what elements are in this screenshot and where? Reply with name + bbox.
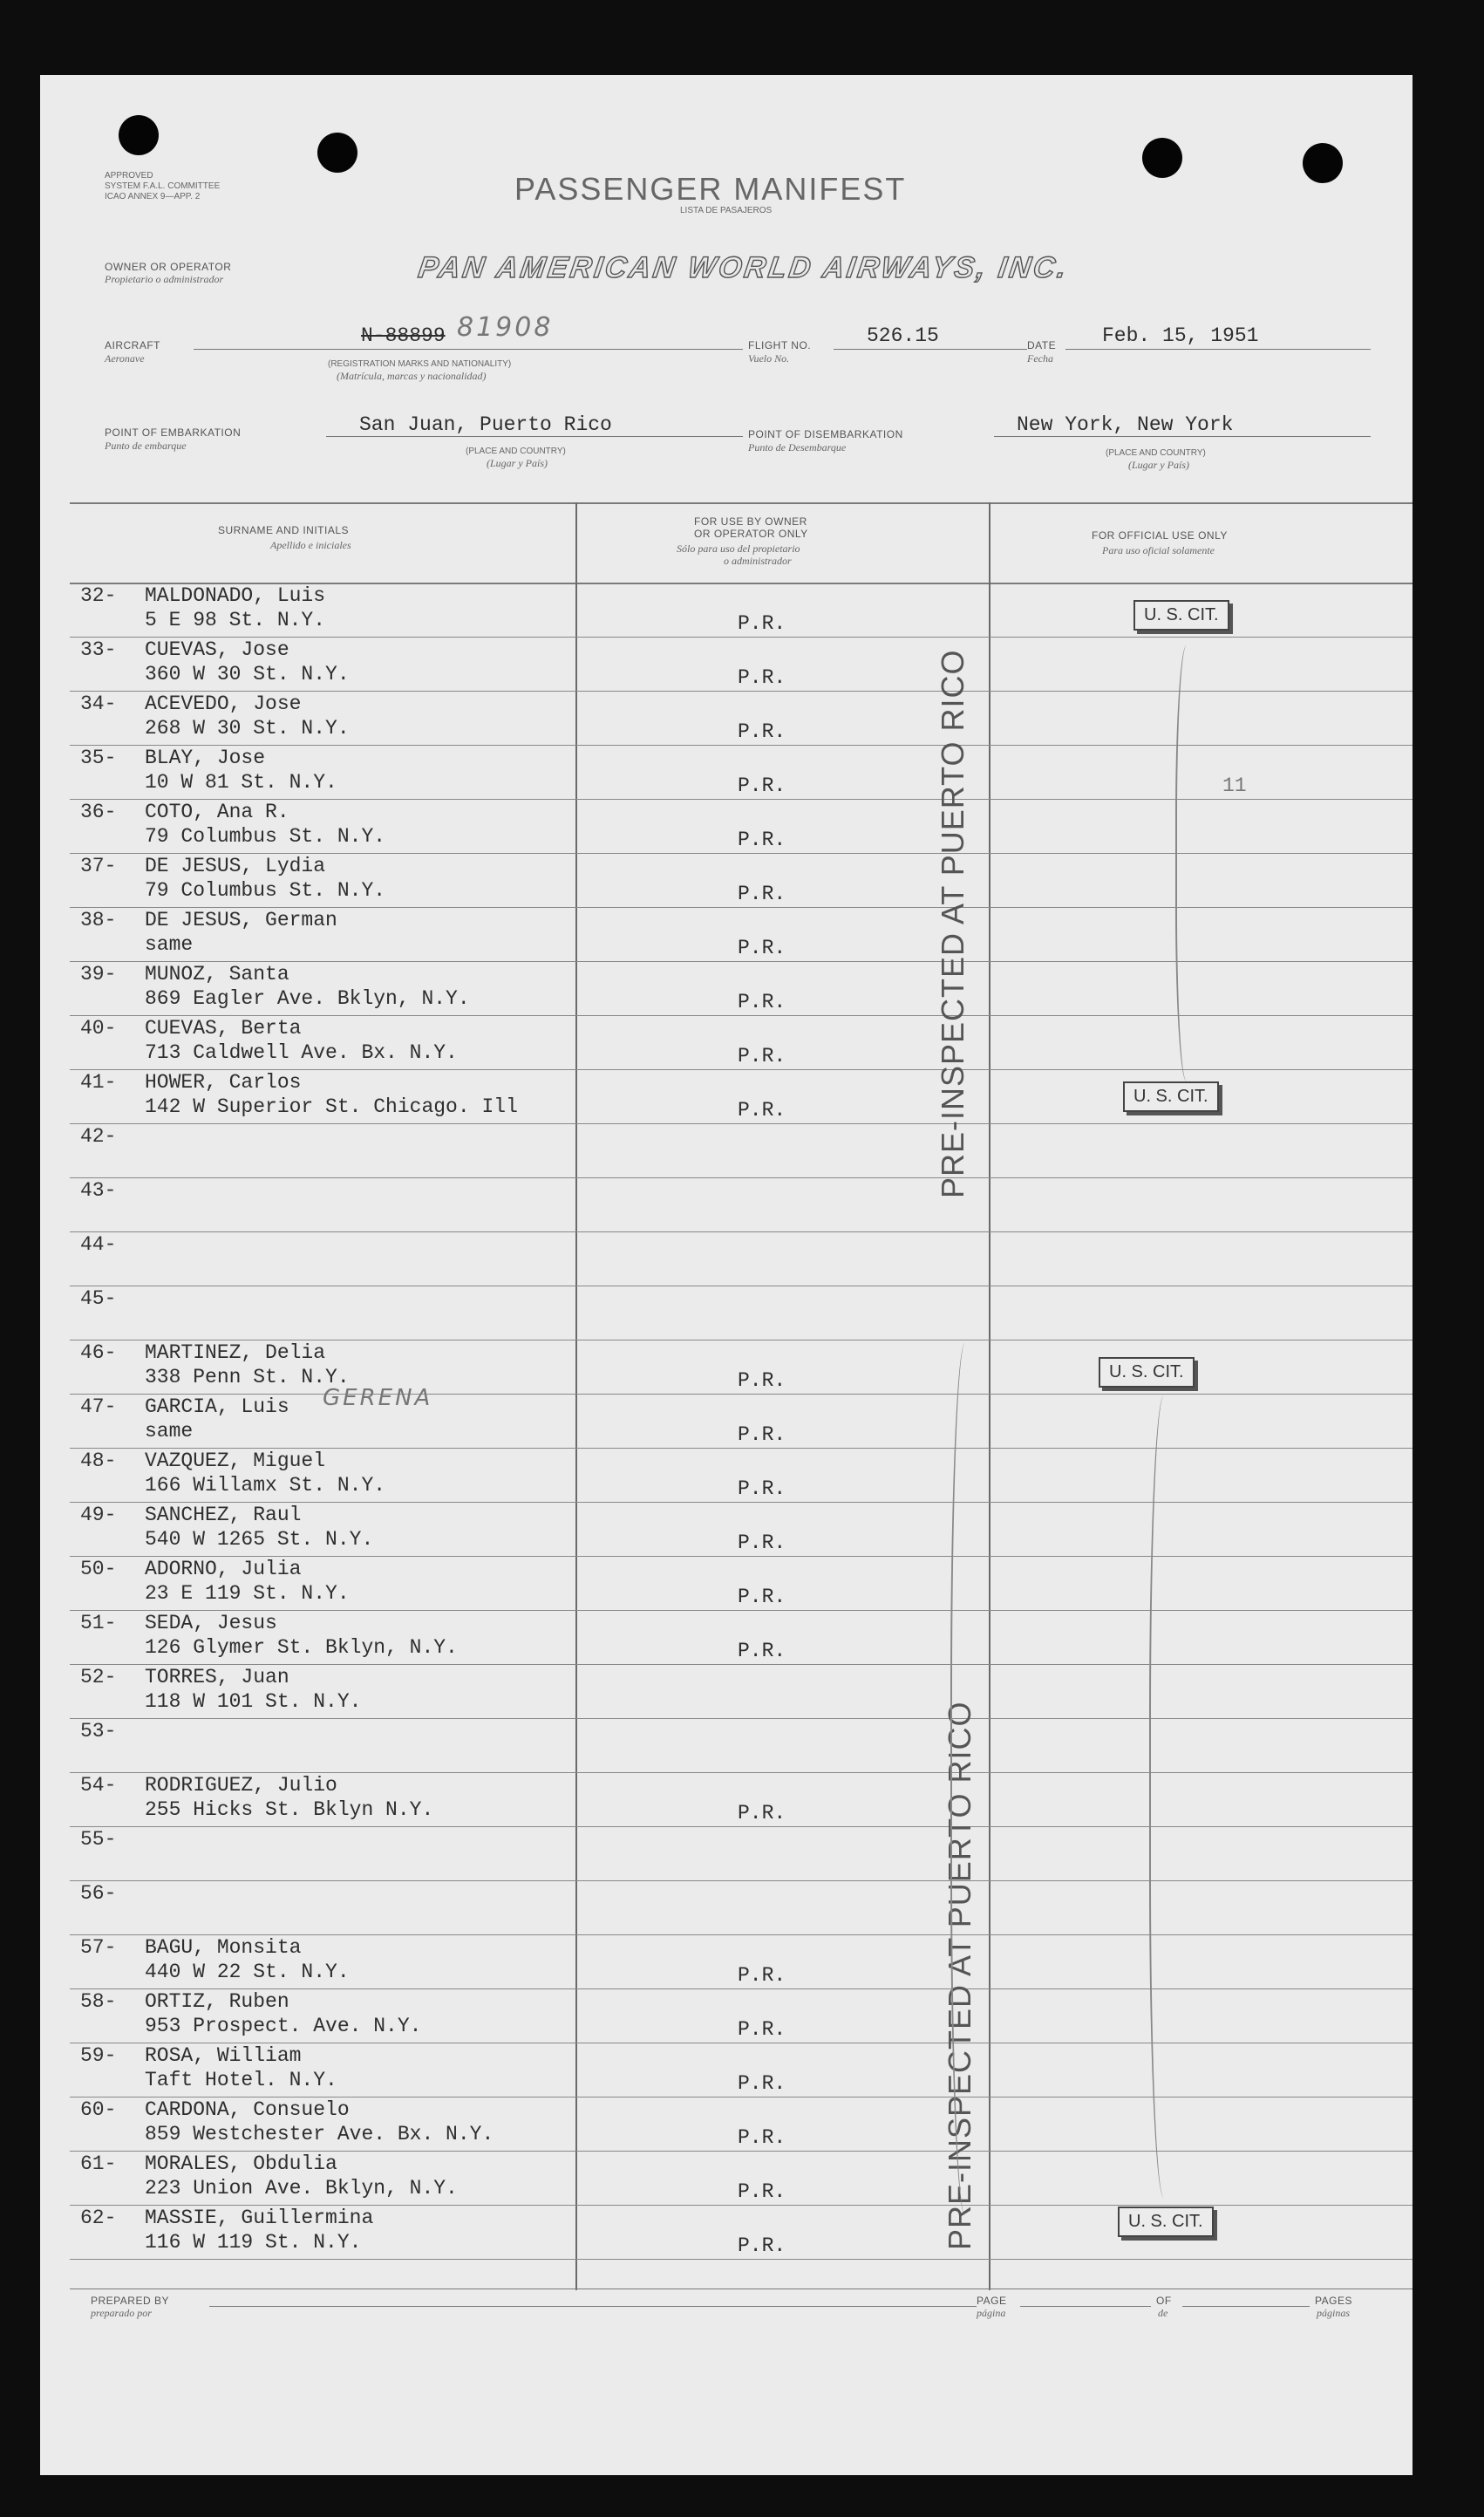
row-divider — [70, 1448, 1413, 1449]
passenger-address: 540 W 1265 St. N.Y. — [145, 1528, 374, 1551]
passenger-address: 23 E 119 St. N.Y. — [145, 1582, 350, 1605]
date-label: DATE — [1027, 339, 1057, 351]
row-divider — [70, 799, 1413, 800]
passenger-address: 223 Union Ave. Bklyn, N.Y. — [145, 2177, 458, 2200]
passenger-address: 118 W 101 St. N.Y. — [145, 1690, 362, 1713]
passenger-name: MASSIE, Guillermina — [145, 2207, 374, 2229]
row-divider — [70, 2259, 1413, 2260]
col-header-owner-es: o administrador — [724, 555, 792, 567]
operator-mark: P.R. — [738, 883, 786, 905]
row-divider — [70, 1556, 1413, 1557]
row-divider — [70, 637, 1413, 638]
passenger-name: SANCHEZ, Raul — [145, 1504, 302, 1526]
disembark-value: New York, New York — [1017, 413, 1234, 436]
operator-mark: P.R. — [738, 666, 786, 689]
approval-line: SYSTEM F.A.L. COMMITTEE — [105, 181, 221, 191]
row-number: 40- — [80, 1017, 117, 1040]
date-underline — [1065, 349, 1371, 350]
row-number: 53- — [80, 1720, 117, 1743]
aircraft-label-es: Aeronave — [105, 352, 145, 365]
row-number: 57- — [80, 1936, 117, 1959]
row-divider — [70, 1231, 1413, 1232]
disembark-place-note-es: (Lugar y País) — [1128, 459, 1189, 471]
row-number: 50- — [80, 1558, 117, 1580]
row-number: 59- — [80, 2044, 117, 2067]
prepared-underline — [209, 2306, 977, 2307]
disembark-underline — [994, 436, 1371, 437]
row-divider — [70, 1772, 1413, 1773]
flight-value: 526.15 — [867, 324, 939, 347]
col-header-official-es: Para uso oficial solamente — [1102, 544, 1215, 556]
prepared-label-es: preparado por — [91, 2307, 152, 2319]
page-underline — [1020, 2306, 1151, 2307]
passenger-address: 869 Eagler Ave. Bklyn, N.Y. — [145, 987, 470, 1010]
row-number: 47- — [80, 1395, 117, 1418]
embark-value: San Juan, Puerto Rico — [359, 413, 612, 436]
operator-mark: P.R. — [738, 1477, 786, 1500]
passenger-address: 79 Columbus St. N.Y. — [145, 825, 386, 848]
owner-label: OWNER OR OPERATOR — [105, 261, 232, 273]
passenger-name: GARCIA, Luis — [145, 1395, 289, 1418]
row-number: 42- — [80, 1125, 117, 1148]
passenger-address: 126 Glymer St. Bklyn, N.Y. — [145, 1636, 458, 1659]
operator-mark: P.R. — [738, 1369, 786, 1392]
us-cit-stamp: U. S. CIT. — [1118, 2207, 1214, 2237]
row-number: 62- — [80, 2207, 117, 2229]
row-divider — [70, 2151, 1413, 2152]
col-header-owner-es: Sólo para uso del propietario — [677, 542, 800, 555]
us-cit-stamp: U. S. CIT. — [1133, 600, 1229, 631]
passenger-name: VAZQUEZ, Miguel — [145, 1449, 326, 1472]
row-divider — [70, 1826, 1413, 1827]
operator-mark: P.R. — [738, 2126, 786, 2149]
passenger-address: same — [145, 933, 194, 956]
us-cit-stamp: U. S. CIT. — [1123, 1081, 1219, 1112]
operator-mark: P.R. — [738, 1045, 786, 1068]
of-underline — [1182, 2306, 1310, 2307]
row-divider — [70, 1718, 1413, 1719]
row-divider — [70, 961, 1413, 962]
operator-mark: P.R. — [738, 1640, 786, 1662]
passenger-address: 166 Willamx St. N.Y. — [145, 1474, 386, 1497]
row-divider — [70, 853, 1413, 854]
pencil-bracket — [1175, 645, 1203, 1081]
passenger-address: 440 W 22 St. N.Y. — [145, 1961, 350, 1983]
col-header-surname: SURNAME AND INITIALS — [218, 524, 350, 536]
col-header-owner: OR OPERATOR ONLY — [694, 528, 808, 540]
passenger-name: CARDONA, Consuelo — [145, 2098, 350, 2121]
operator-mark: P.R. — [738, 1964, 786, 1987]
row-divider — [70, 1015, 1413, 1016]
punch-hole — [1303, 143, 1343, 183]
row-divider — [70, 691, 1413, 692]
embark-label-es: Punto de embarque — [105, 440, 187, 452]
pages-label-es: páginas — [1317, 2307, 1351, 2319]
embark-label: POINT OF EMBARKATION — [105, 426, 242, 439]
row-number: 60- — [80, 2098, 117, 2121]
operator-mark: P.R. — [738, 2234, 786, 2257]
row-divider — [70, 907, 1413, 908]
name-correction: GERENA — [323, 1385, 433, 1411]
disembark-label: POINT OF DISEMBARKATION — [748, 428, 903, 440]
row-number: 55- — [80, 1828, 117, 1851]
passenger-name: DE JESUS, German — [145, 909, 337, 931]
operator-mark: P.R. — [738, 2018, 786, 2041]
operator-mark: P.R. — [738, 1531, 786, 1554]
document-title: PASSENGER MANIFEST — [514, 171, 907, 207]
passenger-address: 360 W 30 St. N.Y. — [145, 663, 350, 686]
row-number: 39- — [80, 963, 117, 986]
pencil-bracket — [1149, 1395, 1186, 2198]
passenger-name: ROSA, William — [145, 2044, 302, 2067]
passenger-name: BLAY, Jose — [145, 747, 266, 769]
row-divider — [70, 1610, 1413, 1611]
passenger-address: 116 W 119 St. N.Y. — [145, 2231, 362, 2254]
row-number: 34- — [80, 692, 117, 715]
row-divider — [70, 1177, 1413, 1178]
passenger-name: BAGU, Monsita — [145, 1936, 302, 1959]
passenger-address: 859 Westchester Ave. Bx. N.Y. — [145, 2123, 494, 2145]
row-number: 37- — [80, 855, 117, 877]
row-divider — [70, 2097, 1413, 2098]
passenger-address: 79 Columbus St. N.Y. — [145, 879, 386, 902]
flight-label-es: Vuelo No. — [748, 352, 790, 365]
passenger-name: MORALES, Obdulia — [145, 2152, 337, 2175]
registration-note-es: (Matrícula, marcas y nacionalidad) — [337, 370, 487, 382]
punch-hole — [1142, 138, 1182, 178]
table-top-border — [70, 502, 1413, 504]
aircraft-label: AIRCRAFT — [105, 339, 160, 351]
passenger-name: CUEVAS, Jose — [145, 638, 289, 661]
row-number: 48- — [80, 1449, 117, 1472]
flight-label: FLIGHT NO. — [748, 339, 812, 351]
row-number: 46- — [80, 1341, 117, 1364]
passenger-name: ORTIZ, Ruben — [145, 1990, 289, 2013]
flight-underline — [834, 349, 1027, 350]
passenger-address: 268 W 30 St. N.Y. — [145, 717, 350, 740]
row-number: 51- — [80, 1612, 117, 1634]
passenger-address: Taft Hotel. N.Y. — [145, 2069, 337, 2091]
disembark-label-es: Punto de Desembarque — [748, 441, 847, 454]
us-cit-stamp: U. S. CIT. — [1099, 1357, 1195, 1388]
airline-name: PAN AMERICAN WORLD AIRWAYS, INC. — [416, 251, 1071, 284]
of-label: OF — [1156, 2295, 1172, 2307]
aircraft-typed: N-88899 — [361, 324, 446, 347]
preinspected-stamp: PRE-INSPECTED AT PUERTO RICO — [942, 1701, 977, 2250]
registration-note: (REGISTRATION MARKS AND NATIONALITY) — [328, 359, 512, 369]
row-number: 43- — [80, 1179, 117, 1202]
col-header-official: FOR OFFICIAL USE ONLY — [1092, 529, 1228, 542]
passenger-name: CUEVAS, Berta — [145, 1017, 302, 1040]
operator-mark: P.R. — [738, 720, 786, 743]
operator-mark: P.R. — [738, 1423, 786, 1446]
pages-label: PAGES — [1315, 2295, 1352, 2307]
passenger-address: 338 Penn St. N.Y. — [145, 1366, 350, 1388]
row-divider — [70, 1880, 1413, 1881]
embark-place-note-es: (Lugar y País) — [487, 457, 548, 469]
col-header-owner: FOR USE BY OWNER — [694, 515, 807, 528]
operator-mark: P.R. — [738, 2180, 786, 2203]
row-divider — [70, 1934, 1413, 1935]
passenger-name: MALDONADO, Luis — [145, 584, 326, 607]
operator-mark: P.R. — [738, 1099, 786, 1122]
passenger-name: ADORNO, Julia — [145, 1558, 302, 1580]
row-number: 49- — [80, 1504, 117, 1526]
operator-mark: P.R. — [738, 2072, 786, 2095]
row-divider — [70, 1394, 1413, 1395]
preinspected-stamp: PRE-INSPECTED AT PUERTO RICO — [935, 649, 970, 1198]
operator-mark: P.R. — [738, 1586, 786, 1608]
document-subtitle: LISTA DE PASAJEROS — [680, 206, 773, 215]
row-number: 54- — [80, 1774, 117, 1797]
passenger-name: SEDA, Jesus — [145, 1612, 277, 1634]
row-number: 44- — [80, 1233, 117, 1256]
passenger-name: ACEVEDO, Jose — [145, 692, 302, 715]
operator-mark: P.R. — [738, 612, 786, 635]
punch-hole — [119, 115, 159, 155]
passenger-name: COTO, Ana R. — [145, 801, 289, 823]
row-number: 45- — [80, 1287, 117, 1310]
passenger-name: MARTINEZ, Delia — [145, 1341, 326, 1364]
embark-place-note: (PLACE AND COUNTRY) — [466, 447, 566, 456]
pencil-bracket — [950, 1343, 987, 2215]
owner-label-es: Propietario o administrador — [105, 273, 224, 285]
embark-underline — [326, 436, 743, 437]
approval-line: ICAO ANNEX 9—APP. 2 — [105, 192, 201, 201]
column-divider — [575, 502, 577, 2290]
operator-mark: P.R. — [738, 774, 786, 797]
operator-mark: P.R. — [738, 1802, 786, 1825]
row-number: 56- — [80, 1882, 117, 1905]
page-label: PAGE — [977, 2295, 1007, 2307]
col-header-surname-es: Apellido e iniciales — [270, 539, 351, 551]
row-divider — [70, 2205, 1413, 2206]
passenger-name: HOWER, Carlos — [145, 1071, 302, 1094]
operator-mark: P.R. — [738, 991, 786, 1013]
passenger-name: DE JESUS, Lydia — [145, 855, 326, 877]
row-number: 52- — [80, 1666, 117, 1688]
of-label-es: de — [1158, 2307, 1168, 2319]
passenger-name: MUNOZ, Santa — [145, 963, 289, 986]
column-divider — [989, 502, 990, 2290]
aircraft-handwritten: 81908 — [457, 312, 554, 343]
row-number: 33- — [80, 638, 117, 661]
operator-mark: P.R. — [738, 937, 786, 959]
row-number: 41- — [80, 1071, 117, 1094]
passenger-address: 5 E 98 St. N.Y. — [145, 609, 326, 631]
passenger-name: RODRIGUEZ, Julio — [145, 1774, 337, 1797]
row-divider — [70, 1123, 1413, 1124]
passenger-address: 142 W Superior St. Chicago. Ill — [145, 1095, 518, 1118]
operator-mark: P.R. — [738, 829, 786, 851]
aircraft-underline — [194, 349, 743, 350]
passenger-name: TORRES, Juan — [145, 1666, 289, 1688]
row-number: 32- — [80, 584, 117, 607]
date-label-es: Fecha — [1027, 352, 1053, 365]
row-divider — [70, 1069, 1413, 1070]
passenger-address: 953 Prospect. Ave. N.Y. — [145, 2015, 422, 2037]
date-value: Feb. 15, 1951 — [1102, 324, 1259, 347]
passenger-address: 713 Caldwell Ave. Bx. N.Y. — [145, 1041, 458, 1064]
passenger-address: 10 W 81 St. N.Y. — [145, 771, 337, 794]
ditto-mark: 11 — [1222, 774, 1247, 797]
page-label-es: página — [977, 2307, 1006, 2319]
row-divider — [70, 1988, 1413, 1989]
row-number: 38- — [80, 909, 117, 931]
prepared-label: PREPARED BY — [91, 2295, 169, 2307]
approval-line: APPROVED — [105, 171, 153, 181]
row-divider — [70, 745, 1413, 746]
passenger-address: 255 Hicks St. Bklyn N.Y. — [145, 1798, 434, 1821]
row-number: 36- — [80, 801, 117, 823]
row-divider — [70, 1664, 1413, 1665]
row-number: 35- — [80, 747, 117, 769]
disembark-place-note: (PLACE AND COUNTRY) — [1106, 448, 1206, 458]
punch-hole — [317, 133, 357, 173]
passenger-address: same — [145, 1420, 194, 1443]
row-number: 61- — [80, 2152, 117, 2175]
row-number: 58- — [80, 1990, 117, 2013]
row-divider — [70, 1502, 1413, 1503]
footer-border — [70, 2288, 1413, 2289]
